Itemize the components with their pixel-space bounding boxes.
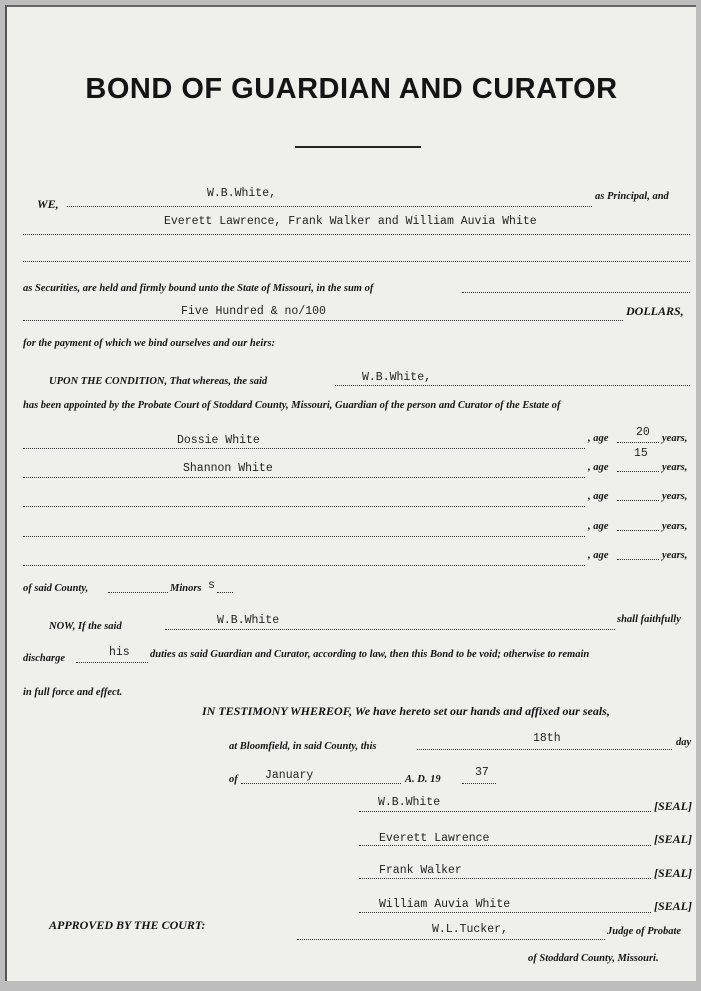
duties-label: duties as said Guardian and Curator, according to law, then this Bond to be void; otherwise to remain [150, 649, 590, 660]
years-label: years, [662, 521, 688, 532]
year-value: 37 [475, 766, 489, 779]
document-title: BOND OF GUARDIAN AND CURATOR [85, 73, 618, 105]
said-principal-name: W.B.White, [362, 371, 432, 384]
shall-faithfully-label: shall faithfully [617, 614, 681, 625]
as-securities-label: as Securities, are held and firmly bound unto the State of Missouri, in the sum of [23, 283, 374, 294]
appointed-label: has been appointed by the Probate Court of Stoddard County, Missouri, Guardian of the person and Curator of the Estate of [23, 400, 561, 411]
seal-label: [SEAL] [654, 832, 693, 846]
years-label: years, [662, 462, 688, 473]
now-line [165, 629, 615, 630]
dollars-label: DOLLARS, [626, 304, 684, 318]
we-label: WE, [37, 197, 59, 211]
ward-name-line [23, 506, 585, 507]
ward-name: Shannon White [183, 462, 273, 475]
age-label: , age [588, 521, 609, 532]
seal-label: [SEAL] [654, 866, 693, 880]
of-label: of [229, 774, 238, 785]
pronoun: his [109, 646, 130, 659]
age-label: , age [588, 491, 609, 502]
now-said-name: W.B.White [217, 614, 280, 627]
age-line [617, 442, 659, 443]
ward-age: 15 [634, 447, 648, 460]
years-label: years, [662, 433, 688, 444]
minors-suffix: s [208, 579, 215, 592]
day-line [417, 749, 672, 750]
judge-name: W.L.Tucker, [432, 923, 508, 936]
signature-line [359, 811, 651, 812]
signature-line [359, 845, 651, 846]
discharge-label: discharge [23, 653, 65, 664]
day-value: 18th [533, 732, 561, 745]
principal-line [67, 206, 592, 207]
years-label: years, [662, 550, 688, 561]
securities-line-2 [23, 261, 690, 262]
signature-line [359, 878, 651, 879]
bond-document [5, 5, 696, 981]
seal-label: [SEAL] [654, 799, 693, 813]
years-label: years, [662, 491, 688, 502]
ward-name: Dossie White [177, 434, 260, 447]
upon-condition-label: UPON THE CONDITION, That whereas, the said [49, 376, 268, 387]
securities-names: Everett Lawrence, Frank Walker and William Auvia White [164, 215, 537, 228]
signature-name: Everett Lawrence [379, 832, 490, 845]
month-line [241, 783, 401, 784]
minors-label: Minors [170, 583, 202, 594]
condition-line [335, 385, 690, 386]
judge-label: Judge of Probate [607, 926, 682, 937]
sum-line-2 [23, 320, 623, 321]
ad-label: A. D. 19 [405, 774, 441, 785]
ward-age: 20 [636, 426, 650, 439]
signature-line [359, 912, 651, 913]
discharge-line [76, 662, 148, 663]
signature-name: W.B.White [378, 796, 441, 809]
ward-name-line [23, 536, 585, 537]
sum-amount: Five Hundred & no/100 [181, 305, 326, 318]
judge-line [297, 939, 605, 940]
age-line [617, 530, 659, 531]
for-payment-label: for the payment of which we bind ourselves and our heirs: [23, 338, 276, 349]
as-principal-label: as Principal, and [595, 191, 669, 202]
age-line [617, 500, 659, 501]
age-line [617, 471, 659, 472]
signature-name: William Auvia White [379, 898, 511, 911]
securities-line-1 [23, 234, 690, 235]
stoddard-county-label: of Stoddard County, Missouri. [528, 953, 659, 964]
age-label: , age [588, 550, 609, 561]
ward-name-line [23, 565, 585, 566]
seal-label: [SEAL] [654, 899, 693, 913]
age-label: , age [588, 462, 609, 473]
ward-name-line [23, 477, 585, 478]
title-underline [295, 146, 421, 148]
ward-name-line [23, 448, 585, 449]
principal-name: W.B.White, [207, 187, 277, 200]
approved-label: APPROVED BY THE COURT: [49, 918, 206, 932]
day-label: day [676, 737, 692, 748]
full-force-label: in full force and effect. [23, 687, 123, 698]
of-said-county-label: of said County, [23, 583, 89, 594]
minors-line [217, 592, 233, 593]
signature-name: Frank Walker [379, 864, 462, 877]
year-line [462, 783, 496, 784]
sum-line-1 [462, 292, 690, 293]
month-value: January [265, 769, 314, 782]
county-line [108, 592, 168, 593]
now-if-label: NOW, If the said [49, 621, 122, 632]
age-line [617, 559, 659, 560]
at-bloomfield-label: at Bloomfield, in said County, this [229, 741, 377, 752]
testimony-label: IN TESTIMONY WHEREOF, We have hereto set our hands and affixed our seals, [202, 704, 610, 718]
age-label: , age [588, 433, 609, 444]
